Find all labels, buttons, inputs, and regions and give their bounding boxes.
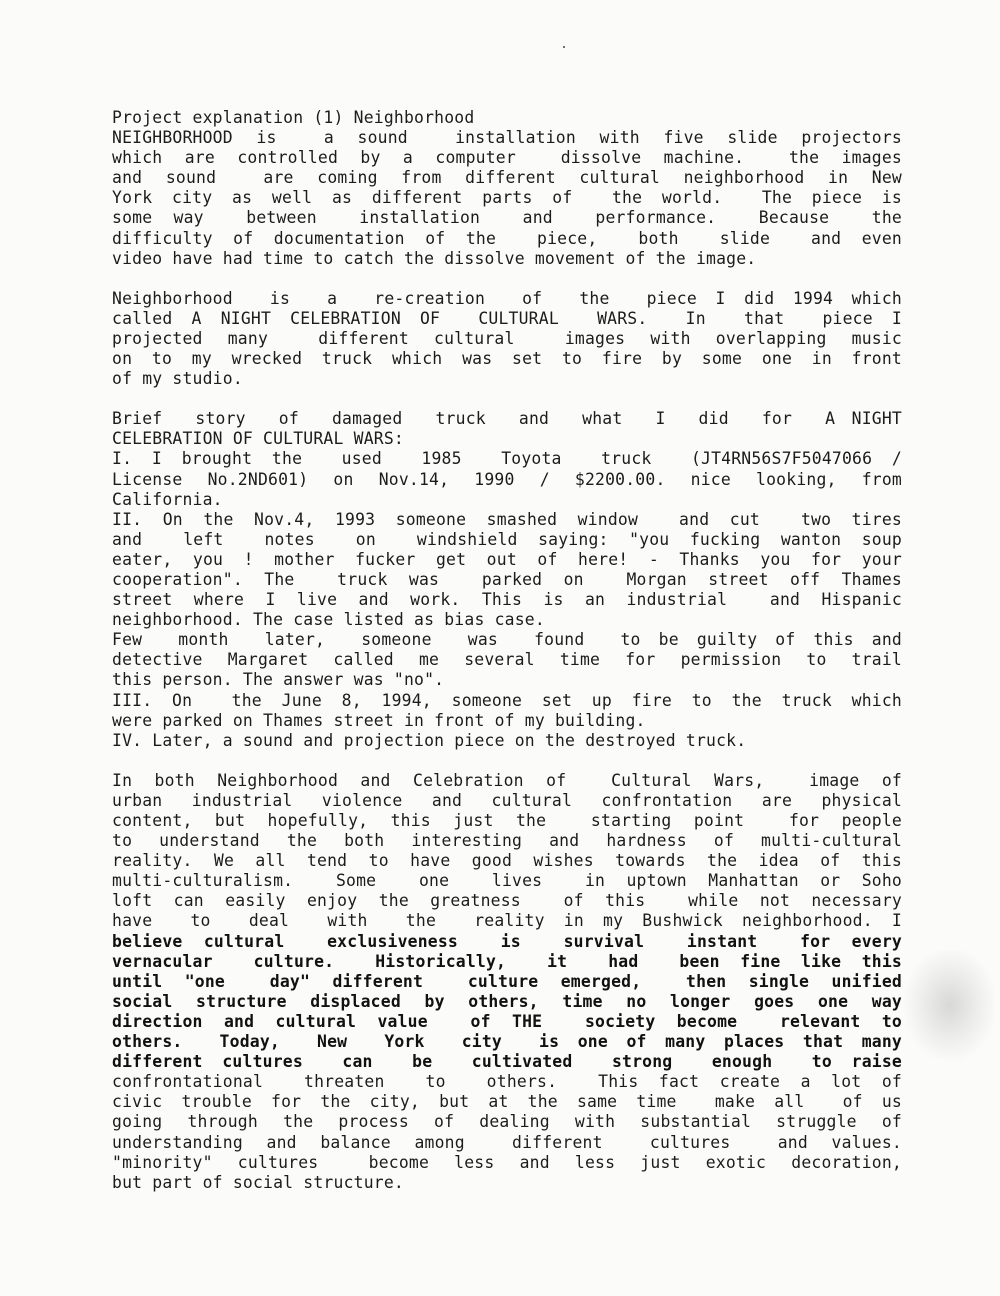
text-line: to understand the both interesting and hardness of multi-cultural [112,831,902,851]
text-line: and sound are coming from different cultural neighborhood in New [112,168,902,188]
paragraph-truck-story [112,409,902,751]
text-line: others. Today, New York city is one of many places that many [112,1032,902,1052]
scan-smudge [905,950,995,1060]
text-line: which are controlled by a computer dissolve machine. the images [112,148,902,168]
text-line: License No.2ND601) on Nov.14, 1990 / $2200.00. nice looking, from [112,469,902,489]
text-line: were parked on Thames street in front of my building. [112,710,646,730]
text-line: and left notes on windshield saying: "you fucking wanton soup [112,529,902,549]
text-line: have to deal with the reality in my Bushwick neighborhood. I [112,911,902,931]
text-line: eater, you ! mother fucker get out of here! - Thanks you for your [112,549,902,569]
text-line: urban industrial violence and cultural confrontation are physical [112,790,902,810]
text-line: California. [112,489,223,509]
text-line: York city as well as different parts of the world. The piece is [112,188,902,208]
text-line: CELEBRATION OF CULTURAL WARS: [112,429,404,449]
document-title: Project explanation (1) Neighborhood [112,108,475,127]
text-line: confrontational threaten to others. This fact create a lot of [112,1072,902,1092]
text-line: but part of social structure. [112,1172,404,1192]
text-line: difficulty of documentation of the piece, both slide and even [112,228,902,248]
text-line: multi-culturalism. Some one lives in uptown Manhattan or Soho [112,871,902,891]
text-line: street where I live and work. This is an industrial and Hispanic [112,590,902,610]
text-line: IV. Later, a sound and projection piece on the destroyed truck. [112,730,747,750]
text-line: reality. We all tend to have good wishes towards the idea of this [112,851,902,871]
text-line: some way between installation and performance. Because the [112,208,902,228]
document-body [112,108,902,1213]
text-line: understanding and balance among different cultures and values. [112,1132,902,1152]
text-line: Neighborhood is a re-creation of the piece I did 1994 which [112,288,902,308]
text-line: believe cultural exclusiveness is survival instant for every [112,931,902,951]
text-line: vernacular culture. Historically, it had been fine like this [112,951,902,971]
text-line: II. On the Nov.4, 1993 someone smashed window and cut two tires [112,509,902,529]
text-line: detective Margaret called me several time for permission to trail [112,650,902,670]
paragraph-multiculturalism [112,771,902,1193]
text-line: going through the process of dealing with substantial struggle of [112,1112,902,1132]
text-line: III. On the June 8, 1994, someone set up fire to the truck which [112,690,902,710]
text-line: on to my wrecked truck which was set to fire by some one in front [112,349,902,369]
text-line: different cultures can be cultivated strong enough to raise [112,1052,902,1072]
text-line: I. I brought the used 1985 Toyota truck (JT4RN56S7F5047066 / [112,449,902,469]
paragraph-intro [112,128,902,269]
text-line: cooperation". The truck was parked on Morgan street off Thames [112,569,902,589]
text-line: loft can easily enjoy the greatness of this while not necessary [112,891,902,911]
text-line: this person. The answer was "no". [112,670,445,690]
text-line: content, but hopefully, this just the starting point for people [112,811,902,830]
scan-speck [563,46,565,48]
text-line: called A NIGHT CELEBRATION OF CULTURAL WARS. In that piece I [112,308,902,328]
text-line: direction and cultural value of THE society become relevant to [112,1011,902,1031]
text-line: In both Neighborhood and Celebration of Cultural Wars, image of [112,770,902,790]
text-line: of my studio. [112,369,243,389]
paragraph-recreation [112,289,902,389]
text-line: projected many different cultural images with overlapping music [112,328,902,348]
text-line: NEIGHBORHOOD is a sound installation with five slide projectors [112,128,902,148]
text-line: civic trouble for the city, but at the same time make all of us [112,1092,902,1112]
text-line: video have had time to catch the dissolve movement of the image. [112,248,757,268]
text-line: until "one day" different culture emerged, then single unified [112,971,902,991]
text-line: Few month later, someone was found to be guilty of this and [112,630,902,650]
text-line: Brief story of damaged truck and what I did for A NIGHT [112,409,902,429]
text-line: neighborhood. The case listed as bias case. [112,610,545,630]
text-line: "minority" cultures become less and less just exotic decoration, [112,1152,902,1172]
text-line: social structure displaced by others, time no longer goes one way [112,991,902,1011]
